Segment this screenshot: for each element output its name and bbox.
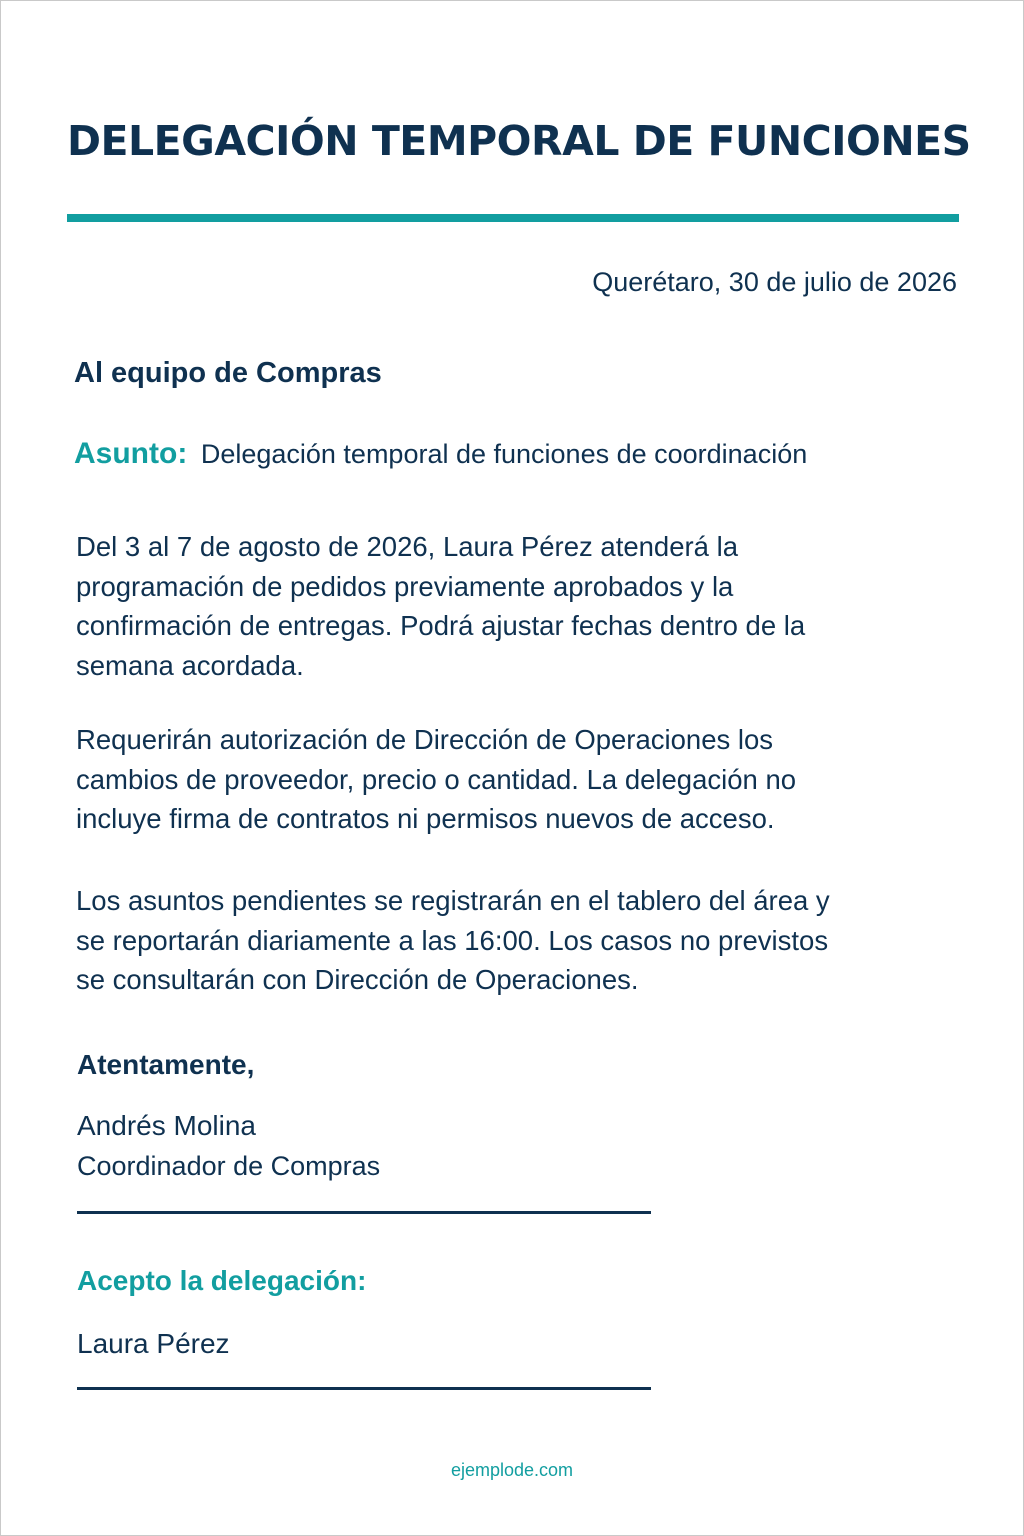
closing-salutation: Atentamente, xyxy=(77,1049,255,1080)
acceptance-name: Laura Pérez xyxy=(77,1328,230,1359)
signer-name: Andrés Molina xyxy=(77,1110,256,1141)
letter-date: Querétaro, 30 de julio de 2026 xyxy=(592,267,957,297)
recipient-line: Al equipo de Compras xyxy=(74,357,382,389)
body-paragraph-2: Requerirán autorización de Dirección de Operaciones los cambios de proveedor, precio o cantidad. La delegación no incluye firma de contratos ni permisos nuevos de acceso. xyxy=(76,724,797,834)
subject-label: Asunto: xyxy=(74,437,188,470)
acceptance-signature-line xyxy=(77,1387,651,1390)
subject-line xyxy=(74,437,807,471)
body-paragraph-1: Del 3 al 7 de agosto de 2026, Laura Pérez atenderá la programación de pedidos previamente aprobados y la confirmación de entregas. Podrá ajustar fechas dentro de la semana acordada. xyxy=(76,531,806,681)
title-divider xyxy=(67,214,959,222)
footer-site: ejemplode.com xyxy=(450,1460,574,1480)
document-title: DELEGACIÓN TEMPORAL DE FUNCIONES xyxy=(67,117,971,165)
acceptance-label: Acepto la delegación: xyxy=(77,1265,367,1296)
body-paragraph-3: Los asuntos pendientes se registrarán en el tablero del área y se reportarán diariamente a las 16:00. Los casos no previstos se consultarán con Dirección de Operaciones. xyxy=(76,885,830,995)
subject-text: Delegación temporal de funciones de coordinación xyxy=(200,439,808,469)
signer-role: Coordinador de Compras xyxy=(77,1151,381,1181)
signature-line xyxy=(77,1211,651,1214)
